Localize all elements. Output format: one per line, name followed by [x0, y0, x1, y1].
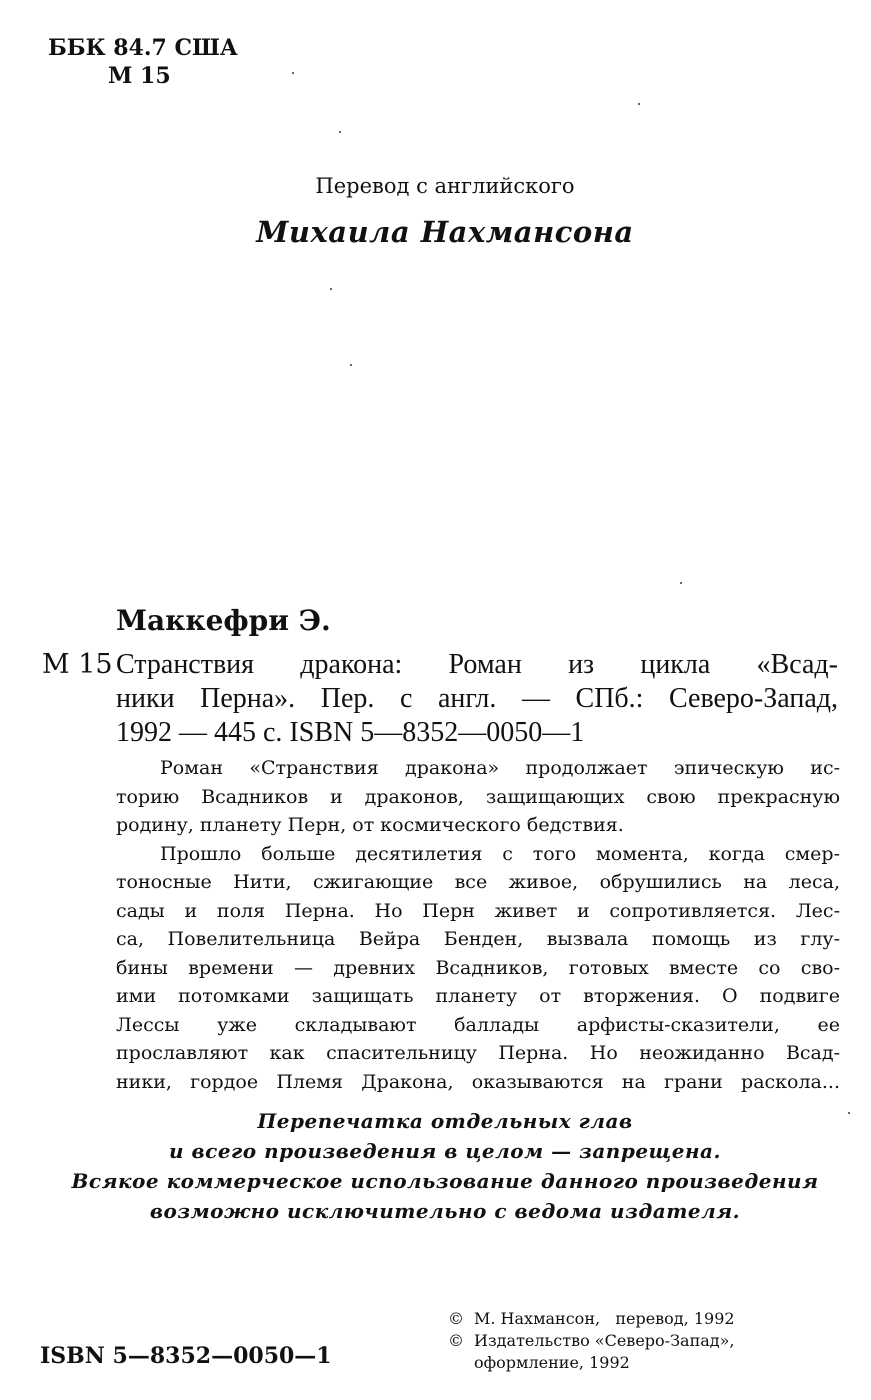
bibliographic-line: 1992 — 445 с. ISBN 5—8352—0050—1 — [116, 717, 585, 748]
copyright-text: Издательство «Северо-Запад», — [474, 1331, 735, 1350]
notice-line: Всякое коммерческое использование данного произведения — [71, 1169, 819, 1193]
annotation-line: са, Повелительница Вейра Бенден, вызвала помощь из глу- — [116, 928, 840, 950]
annotation — [116, 754, 840, 1096]
notice-line: Перепечатка отдельных глав — [257, 1109, 633, 1133]
author-name: Маккефри Э. — [116, 604, 331, 637]
copyright-icon: © — [448, 1331, 464, 1350]
translator-name: Михаила Нахмансона — [256, 215, 634, 249]
notice-line: возможно исключительно с ведома издателя. — [149, 1199, 741, 1223]
catalog-code: М 15 — [42, 649, 113, 680]
annotation-line: тоносные Нити, сжигающие все живое, обрушились на леса, — [116, 871, 840, 893]
annotation-line: Лессы уже складывают баллады арфисты-сказители, ее — [116, 1013, 840, 1036]
isbn: ISBN 5—8352—0050—1 — [40, 1343, 332, 1369]
copyright-block — [448, 1308, 735, 1374]
bbk-classification — [48, 34, 238, 90]
annotation-line: ими потомками защищать планету от вторжения. О подвиге — [116, 985, 840, 1007]
annotation-line: родину, планету Перн, от космического бедствия. — [116, 814, 624, 836]
annotation-line: Прошло больше десятилетия с того момента, когда смер- — [160, 842, 840, 865]
translation-note: Перевод с английского — [315, 174, 575, 198]
copyright-entry — [448, 1308, 735, 1330]
copyright-entry — [448, 1330, 735, 1352]
scan-speck — [680, 582, 682, 584]
bibliographic-description — [116, 648, 838, 750]
copyright-notice — [40, 1106, 850, 1226]
annotation-line: торию Всадников и драконов, защищающих свою прекрасную — [116, 785, 840, 808]
annotation-line: сады и поля Перна. Но Перн живет и сопротивляется. Лес- — [116, 899, 840, 922]
bibliographic-line: ники Перна». Пер. с англ. — СПб.: Северо-Запад, — [116, 683, 838, 714]
scan-speck — [638, 103, 640, 105]
annotation-line: прославляют как спасительницу Перна. Но неожиданно Всад- — [116, 1042, 840, 1064]
scan-speck — [350, 364, 352, 366]
author-sign-code: М 15 — [108, 63, 171, 89]
scan-speck — [848, 1112, 850, 1114]
scan-speck — [339, 131, 341, 133]
annotation-line: бины времени — древних Всадников, готовых вместе со сво- — [116, 956, 840, 979]
bibliographic-line: Странствия дракона: Роман из цикла «Всад- — [116, 649, 838, 680]
annotation-line: ники, гордое Племя Дракона, оказываются на грани раскола... — [116, 1070, 840, 1093]
copyright-entry: оформление, 1992 — [474, 1353, 630, 1372]
copyright-icon: © — [448, 1309, 464, 1328]
annotation-line: Роман «Странствия дракона» продолжает эпическую ис- — [160, 757, 840, 779]
copyright-text: М. Нахмансон, перевод, 1992 — [474, 1309, 735, 1328]
scan-speck — [330, 288, 332, 290]
scan-speck — [292, 72, 294, 74]
bbk-code: ББК 84.7 США — [48, 35, 238, 61]
notice-line: и всего произведения в целом — запрещена. — [169, 1139, 721, 1163]
